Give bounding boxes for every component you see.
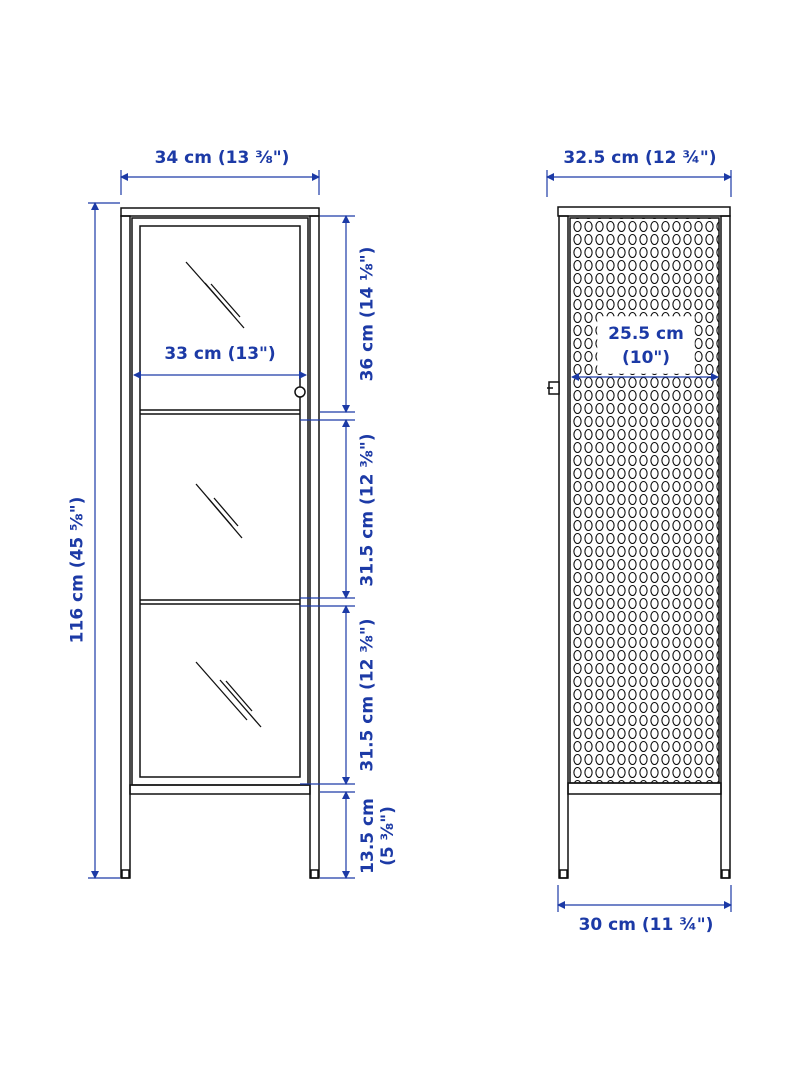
front-top-plate (121, 208, 319, 216)
door-knob (295, 387, 305, 397)
top-section-label: 36 cm (14 ⅛") (357, 246, 378, 382)
front-left-foot (122, 870, 129, 878)
front-bottom-rail (130, 785, 310, 794)
side-view-cabinet (547, 207, 730, 878)
glass-door-frame (132, 218, 308, 785)
glass-reflection-marks (186, 262, 261, 727)
glass-door-inner (140, 226, 300, 777)
inner-width-label: 33 cm (13") (164, 344, 276, 364)
inner-depth-label-line2: (10") (621, 348, 671, 368)
front-right-foot (311, 870, 318, 878)
front-width-label: 34 cm (13 ⅜") (154, 148, 290, 168)
leg-height-label-line1: 13.5 cm (358, 798, 378, 874)
overall-height-label: 116 cm (45 ⅝") (67, 496, 88, 644)
front-right-post (310, 216, 319, 878)
side-bottom-rail (568, 783, 721, 794)
side-depth-label: 32.5 cm (12 ¾") (563, 148, 717, 168)
base-depth-label: 30 cm (11 ¾") (578, 915, 714, 935)
side-top-plate (558, 207, 730, 216)
side-left-foot (560, 870, 567, 878)
leg-height-label-line2: (5 ⅜") (378, 806, 398, 866)
side-right-post (721, 216, 730, 878)
middle-section-label: 31.5 cm (12 ⅜") (357, 433, 378, 587)
side-right-foot (722, 870, 729, 878)
front-view-cabinet (121, 208, 319, 878)
perforated-side-panel (570, 218, 719, 783)
leg-height-label (358, 798, 398, 874)
bottom-section-label: 31.5 cm (12 ⅜") (357, 618, 378, 772)
side-left-post (559, 216, 568, 878)
inner-depth-label-line1: 25.5 cm (608, 324, 684, 344)
front-left-post (121, 216, 130, 878)
